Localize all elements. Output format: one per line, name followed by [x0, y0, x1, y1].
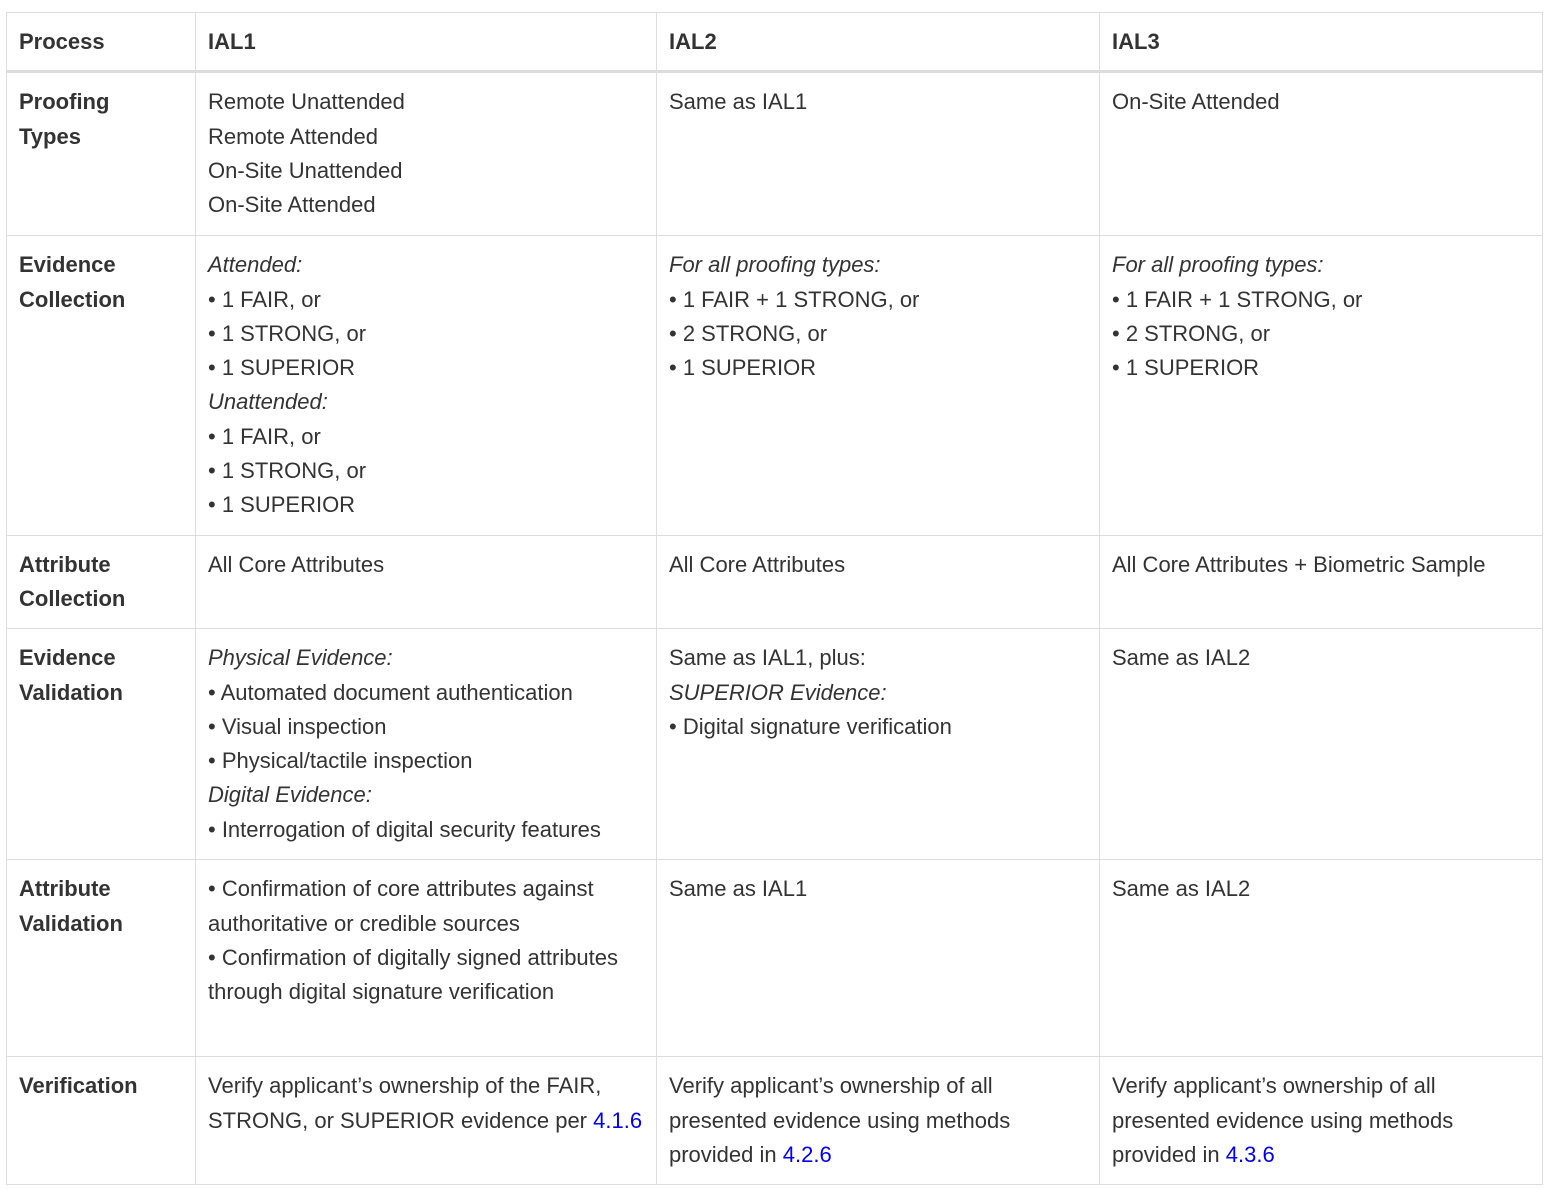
list-item: • 1 FAIR, or [208, 423, 321, 449]
list-item: • Digital signature verification [669, 713, 952, 739]
cell-proofing-types-ial2: Same as IAL1 [657, 72, 1100, 236]
verification-text: Verify applicant’s ownership of all presented evidence using methods provided in [669, 1073, 1011, 1167]
cell-attribute-validation-ial2: Same as IAL1 [657, 860, 1100, 1057]
header-ial2: IAL2 [657, 13, 1100, 72]
cell-evidence-collection-ial3 [1100, 236, 1543, 535]
cell-evidence-collection-ial2 [657, 236, 1100, 535]
digital-evidence-heading: Digital Evidence: [208, 782, 372, 808]
row-verification [7, 1057, 1543, 1185]
header-ial1: IAL1 [196, 13, 657, 72]
label-line: Attribute [19, 876, 111, 902]
unattended-heading: Unattended: [208, 389, 328, 415]
cell-evidence-collection-ial1 [196, 236, 657, 535]
proofing-type-item: On-Site Attended [208, 192, 376, 218]
label-line: Validation [19, 679, 123, 705]
table-body [7, 72, 1543, 1185]
proofing-type-item: Remote Unattended [208, 89, 405, 115]
list-item: • Interrogation of digital security features [208, 816, 601, 842]
list-item: • 1 FAIR + 1 STRONG, or [669, 286, 920, 312]
superior-evidence-heading: SUPERIOR Evidence: [669, 679, 887, 705]
cell-attribute-validation-ial1 [196, 860, 657, 1057]
row-evidence-collection [7, 236, 1543, 535]
header-row [7, 13, 1543, 72]
proofing-type-item: On-Site Unattended [208, 157, 403, 183]
header-process: Process [7, 13, 196, 72]
list-item: • Confirmation of core attributes against authoritative or credible sources [208, 876, 594, 936]
list-item: • Automated document authentication [208, 679, 573, 705]
verification-text: Verify applicant’s ownership of all presented evidence using methods provided in [1112, 1073, 1454, 1167]
row-attribute-validation [7, 860, 1543, 1057]
list-item: • 1 SUPERIOR [669, 355, 817, 381]
row-label-verification: Verification [7, 1057, 196, 1185]
header-ial3: IAL3 [1100, 13, 1543, 72]
label-line: Attribute [19, 551, 111, 577]
ial-requirements-table [6, 12, 1543, 1185]
cell-proofing-types-ial1 [196, 72, 657, 236]
cell-evidence-validation-ial2 [657, 629, 1100, 860]
list-item: • 1 SUPERIOR [208, 492, 356, 518]
list-item: • 1 STRONG, or [208, 320, 367, 346]
list-item: • 1 STRONG, or [208, 458, 367, 484]
row-label-attribute-validation [7, 860, 196, 1057]
label-line: Types [19, 123, 81, 149]
cell-evidence-validation-ial3: Same as IAL2 [1100, 629, 1543, 860]
row-proofing-types [7, 72, 1543, 236]
list-item: • 1 SUPERIOR [1112, 355, 1260, 381]
list-item: • 1 SUPERIOR [208, 355, 356, 381]
label-line: Collection [19, 286, 126, 312]
list-item: • 2 STRONG, or [1112, 320, 1271, 346]
label-line: Evidence [19, 252, 116, 278]
label-line: Proofing [19, 89, 110, 115]
all-proofing-types-heading: For all proofing types: [1112, 252, 1324, 278]
label-line: Evidence [19, 645, 116, 671]
row-label-attribute-collection [7, 535, 196, 629]
list-item: • 1 FAIR, or [208, 286, 321, 312]
section-link-4-3-6[interactable]: 4.3.6 [1225, 1141, 1275, 1167]
section-link-4-2-6[interactable]: 4.2.6 [782, 1141, 832, 1167]
cell-proofing-types-ial3: On-Site Attended [1100, 72, 1543, 236]
proofing-type-item: Remote Attended [208, 123, 379, 149]
cell-attribute-collection-ial2: All Core Attributes [657, 535, 1100, 629]
list-item: • Confirmation of digitally signed attributes through digital signature verification [208, 944, 619, 1005]
label-line: Validation [19, 910, 123, 936]
physical-evidence-heading: Physical Evidence: [208, 645, 393, 671]
row-label-evidence-collection [7, 236, 196, 535]
cell-verification-ial2 [657, 1057, 1100, 1185]
list-item: • 2 STRONG, or [669, 320, 828, 346]
verification-text: Verify applicant’s ownership of the FAIR, STRONG, or SUPERIOR evidence per [208, 1073, 602, 1133]
list-item: • Visual inspection [208, 713, 387, 739]
cell-verification-ial1 [196, 1057, 657, 1185]
cell-attribute-validation-ial3: Same as IAL2 [1100, 860, 1543, 1057]
cell-evidence-validation-ial1 [196, 629, 657, 860]
all-proofing-types-heading: For all proofing types: [669, 252, 881, 278]
same-as-intro: Same as IAL1, plus: [669, 645, 866, 671]
list-item: • Physical/tactile inspection [208, 748, 473, 774]
section-link-4-1-6[interactable]: 4.1.6 [593, 1107, 643, 1133]
table-header [7, 13, 1543, 72]
row-label-evidence-validation [7, 629, 196, 860]
row-label-proofing-types [7, 72, 196, 236]
cell-attribute-collection-ial3: All Core Attributes + Biometric Sample [1100, 535, 1543, 629]
row-attribute-collection [7, 535, 1543, 629]
cell-attribute-collection-ial1: All Core Attributes [196, 535, 657, 629]
label-line: Collection [19, 585, 126, 611]
list-item: • 1 FAIR + 1 STRONG, or [1112, 286, 1363, 312]
attended-heading: Attended: [208, 252, 303, 278]
cell-verification-ial3 [1100, 1057, 1543, 1185]
row-evidence-validation [7, 629, 1543, 860]
